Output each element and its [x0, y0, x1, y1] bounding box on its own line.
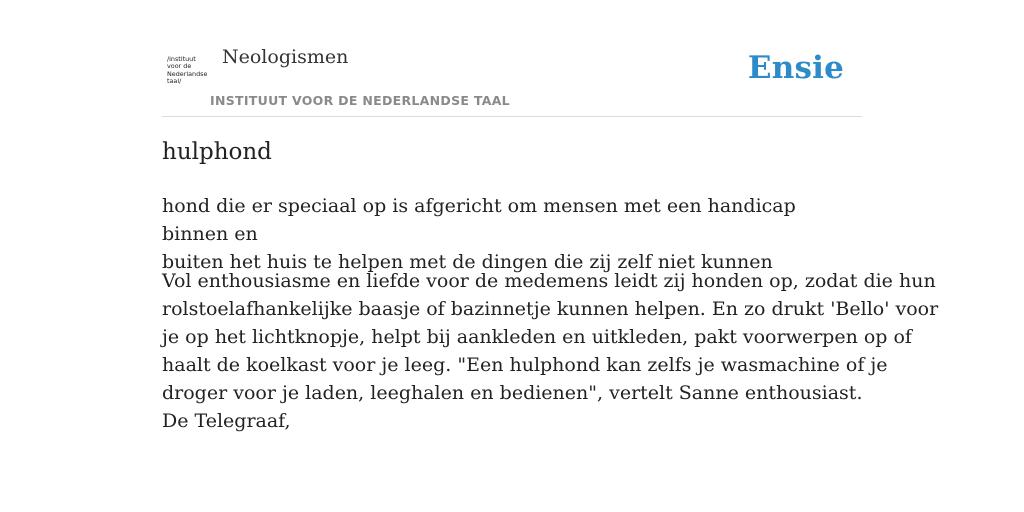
- organization-name: INSTITUUT VOOR DE NEDERLANDSE TAAL: [210, 93, 510, 108]
- citation-line: haalt de koelkast voor je leeg. "Een hulphond kan zelfs je wasmachine of je: [162, 354, 888, 376]
- entry-definition: [162, 192, 862, 276]
- citation-line: droger voor je laden, leeghalen en bedienen", vertelt Sanne enthousiast.: [162, 382, 863, 404]
- site-title[interactable]: Neologismen: [222, 46, 349, 68]
- citation-line: Vol enthousiasme en liefde voor de medemens leidt zij honden op, zodat die hun: [162, 270, 936, 292]
- ivdnt-logo[interactable]: [166, 55, 206, 89]
- citation-source: De Telegraaf,: [162, 410, 291, 432]
- citation-line: je op het lichtknopje, helpt bij aankleden en uitkleden, pakt voorwerpen op of: [162, 326, 912, 348]
- definition-line: hond die er speciaal op is afgericht om mensen met een handicap binnen en: [162, 195, 796, 245]
- citation-line: rolstoelafhankelijke baasje of bazinnetje kunnen helpen. En zo drukt 'Bello' voor: [162, 298, 939, 320]
- entry-citation: [162, 267, 939, 435]
- ensie-brand-logo[interactable]: Ensie: [747, 50, 844, 86]
- page-header: [162, 40, 862, 117]
- entry-headword: hulphond: [162, 139, 272, 165]
- logo-text: /instituut voor de Nederlandse taal/: [167, 55, 208, 85]
- definition-line: buiten het huis te helpen met de dingen die zij zelf niet kunnen: [162, 251, 773, 273]
